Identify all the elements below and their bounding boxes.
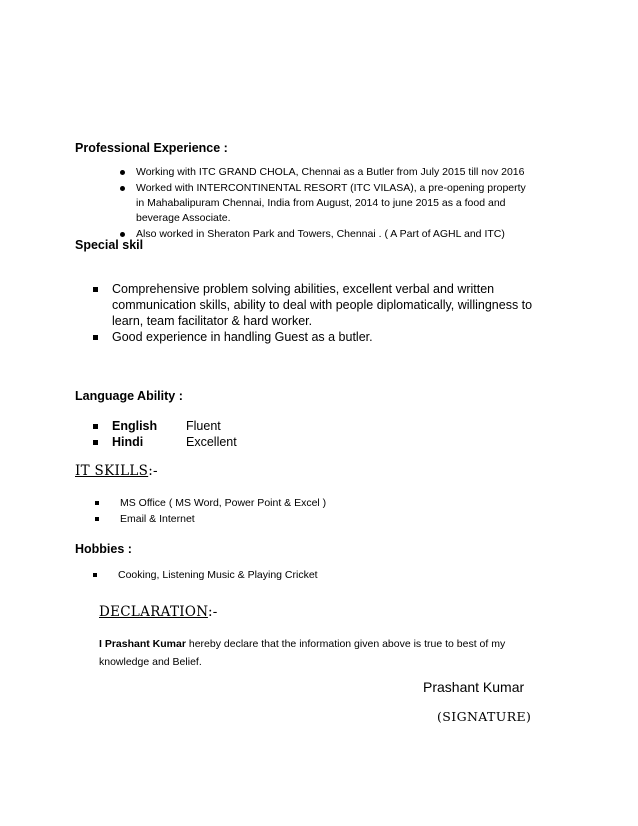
experience-list [136,165,526,242]
experience-item: Working with ITC GRAND CHOLA, Chennai as a Butler from July 2015 till nov 2016 [136,166,525,178]
declaration-suffix: :- [207,604,218,620]
skill-item: Good experience in handling Guest as a butler. [112,329,552,345]
language-level: Excellent [186,435,237,449]
hobby-item: Cooking, Listening Music & Playing Cricket [118,568,478,583]
it-skills-suffix: :- [148,463,158,479]
experience-item: Worked with INTERCONTINENTAL RESORT (ITC VILASA), a pre-opening property in Mahabalipuram Chennai, India from August, 2014 to june 2015 as a food and beverage Associate. [136,182,526,224]
language-name: English [112,419,158,433]
declaration-title: DECLARATION [99,604,208,620]
signature-label: (SIGNATURE) [437,709,532,724]
it-skill-item: MS Office ( MS Word, Power Point & Excel ) [120,496,480,511]
professional-experience-heading: Professional Experience : [75,141,228,155]
it-skills-list [120,496,480,527]
declarant-name: I Prashant Kumar [99,638,186,650]
it-skills-heading [75,463,158,479]
language-name: Hindi [112,435,144,449]
skill-item: Comprehensive problem solving abilities, excellent verbal and written communication skills, ability to deal with people diplomatically, willingness to learn, team facilitator & hard worker. [112,281,552,329]
declaration-text [99,635,529,671]
signature-name: Prashant Kumar [423,679,525,695]
experience-item: Also worked in Sheraton Park and Towers, Chennai . ( A Part of AGHL and ITC) [136,227,526,242]
hobbies-heading: Hobbies : [75,542,132,556]
language-row [112,434,412,450]
it-skill-item: Email & Internet [120,512,480,527]
language-row [112,418,412,434]
it-skills-title: IT SKILLS [75,463,149,479]
hobbies-list [118,568,478,583]
language-list [112,418,412,450]
declaration-body: hereby declare that the information given above is true to best of my knowledge and Belief. [99,638,506,668]
language-level: Fluent [186,419,221,433]
language-ability-heading: Language Ability : [75,389,183,403]
declaration-heading [99,604,218,620]
special-skills-heading: Special skil [75,238,144,252]
skills-list [112,281,552,345]
